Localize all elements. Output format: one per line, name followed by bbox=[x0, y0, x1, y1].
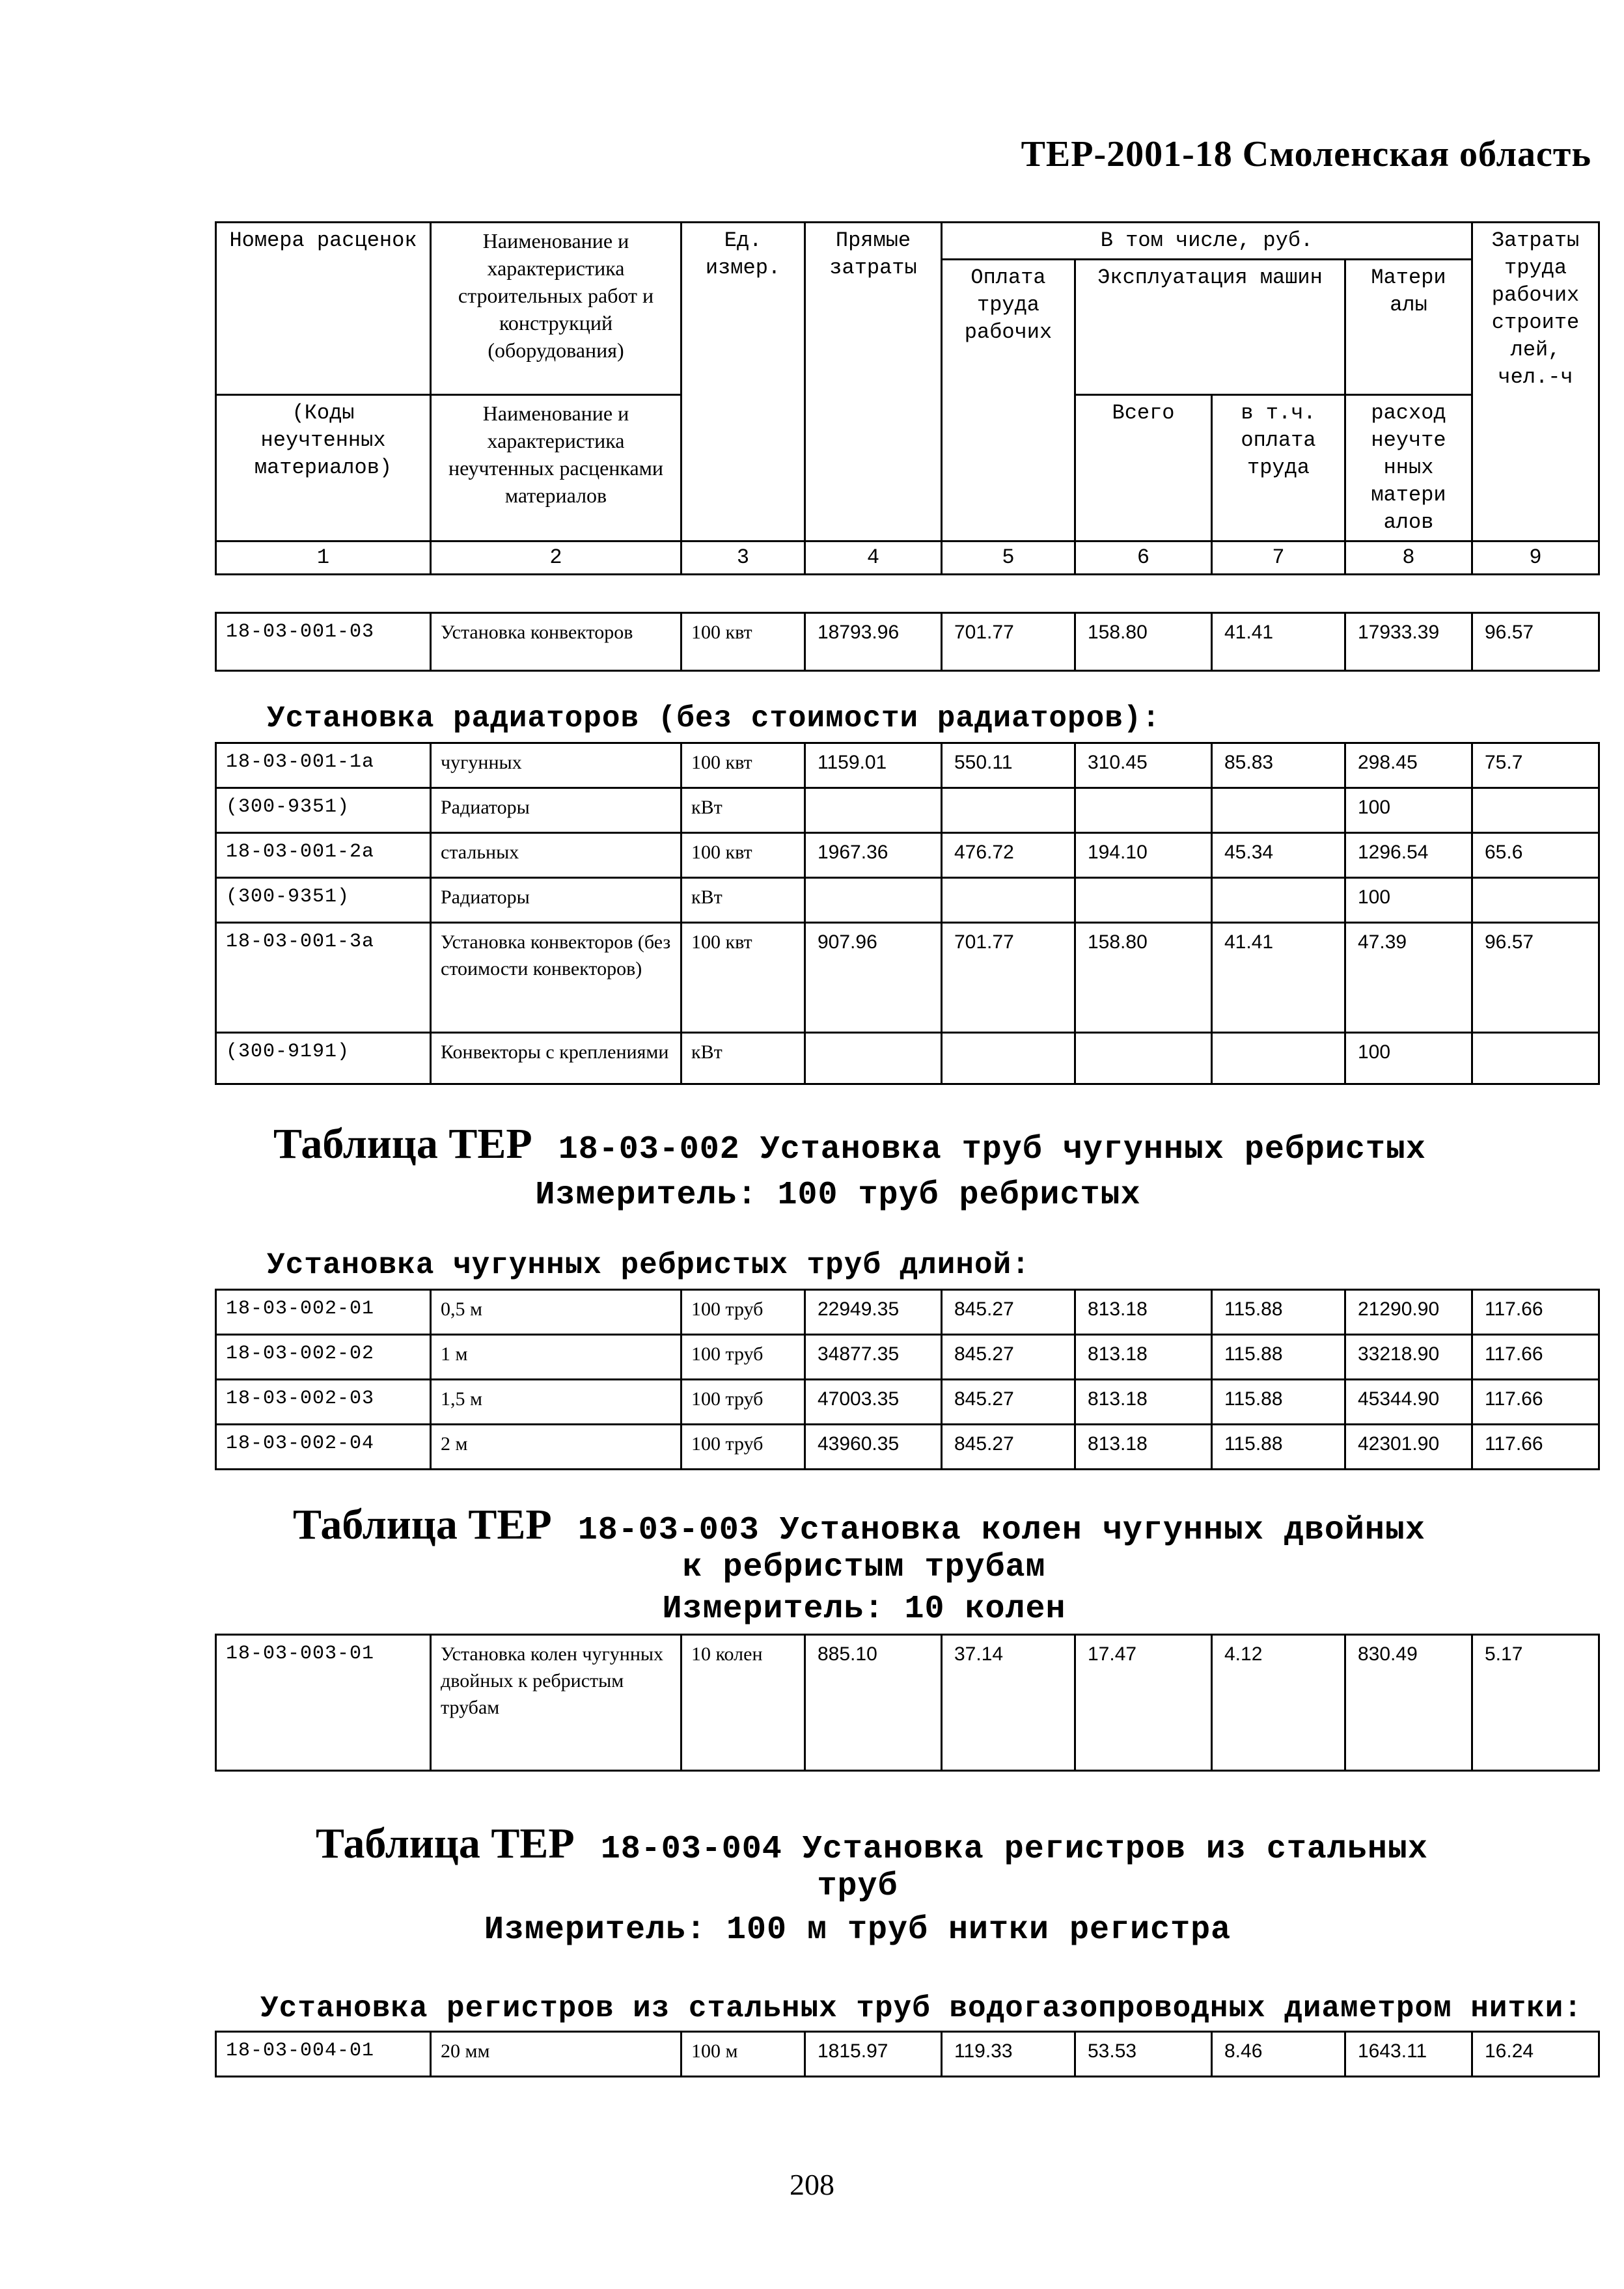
table-row bbox=[216, 743, 1599, 788]
materials-cell: 100 bbox=[1345, 878, 1472, 923]
unit-cell: 100 труб bbox=[681, 1425, 805, 1470]
table-002-title bbox=[273, 1119, 1426, 1169]
name-cell: 1,5 м bbox=[431, 1380, 681, 1425]
header-material-names: Наименование и характеристика неучтенных расценками материалов bbox=[431, 395, 681, 541]
labor-pay-cell: 845.27 bbox=[942, 1380, 1075, 1425]
materials-cell: 17933.39 bbox=[1345, 613, 1472, 671]
name-cell: 0,5 м bbox=[431, 1290, 681, 1335]
name-cell: Радиаторы bbox=[431, 788, 681, 833]
machines-labor-cell: 45.34 bbox=[1212, 833, 1345, 878]
direct-cost-cell: 34877.35 bbox=[805, 1335, 942, 1380]
table-004-lead: Таблица ТЕР bbox=[316, 1820, 575, 1867]
unit-cell: 100 квт bbox=[681, 923, 805, 1033]
labor-hours-cell bbox=[1472, 788, 1599, 833]
document-title: ТЕР-2001-18 Смоленская область bbox=[1021, 134, 1591, 174]
machines-labor-cell: 41.41 bbox=[1212, 613, 1345, 671]
table-004-title bbox=[316, 1819, 1428, 1869]
rate-code-cell: 18-03-001-2а bbox=[216, 833, 431, 878]
materials-cell: 33218.90 bbox=[1345, 1335, 1472, 1380]
table-003-name: 18-03-003 Установка колен чугунных двойных bbox=[577, 1512, 1425, 1549]
column-number: 3 bbox=[681, 541, 805, 575]
column-number: 4 bbox=[805, 541, 942, 575]
unit-cell: 100 труб bbox=[681, 1290, 805, 1335]
direct-cost-cell bbox=[805, 1033, 942, 1084]
labor-pay-cell bbox=[942, 878, 1075, 923]
machines-total-cell: 813.18 bbox=[1075, 1380, 1212, 1425]
header-machines-total: Всего bbox=[1075, 395, 1212, 541]
column-number: 5 bbox=[942, 541, 1075, 575]
direct-cost-cell: 22949.35 bbox=[805, 1290, 942, 1335]
unit-cell: 100 м bbox=[681, 2032, 805, 2077]
rate-code-cell: 18-03-001-03 bbox=[216, 613, 431, 671]
machines-labor-cell: 8.46 bbox=[1212, 2032, 1345, 2077]
direct-cost-cell: 907.96 bbox=[805, 923, 942, 1033]
table-row bbox=[216, 1425, 1599, 1470]
unit-cell: 100 квт bbox=[681, 833, 805, 878]
table-row bbox=[216, 1290, 1599, 1335]
column-number: 7 bbox=[1212, 541, 1345, 575]
machines-labor-cell bbox=[1212, 788, 1345, 833]
labor-pay-cell: 119.33 bbox=[942, 2032, 1075, 2077]
labor-hours-cell: 117.66 bbox=[1472, 1290, 1599, 1335]
rate-code-cell: 18-03-004-01 bbox=[216, 2032, 431, 2077]
unit-cell: 10 колен bbox=[681, 1635, 805, 1771]
unit-cell: кВт bbox=[681, 878, 805, 923]
unit-cell: кВт bbox=[681, 1033, 805, 1084]
labor-pay-cell: 476.72 bbox=[942, 833, 1075, 878]
machines-total-cell: 194.10 bbox=[1075, 833, 1212, 878]
header-material-codes: (Коды неучтенных материалов) bbox=[216, 395, 431, 541]
name-cell: стальных bbox=[431, 833, 681, 878]
direct-cost-cell bbox=[805, 788, 942, 833]
labor-pay-cell: 845.27 bbox=[942, 1290, 1075, 1335]
name-cell: чугунных bbox=[431, 743, 681, 788]
radiators-heading: Установка радиаторов (без стоимости радиаторов): bbox=[267, 702, 1161, 735]
name-cell: Конвекторы с креплениями bbox=[431, 1033, 681, 1084]
table-003-measure: Измеритель: 10 колен bbox=[662, 1591, 1066, 1628]
header-machines-labor: в т.ч. оплата труда bbox=[1212, 395, 1345, 541]
convectors-table bbox=[215, 612, 1600, 672]
unit-cell: кВт bbox=[681, 788, 805, 833]
table-004-title-line2: труб bbox=[817, 1868, 898, 1905]
machines-labor-cell: 115.88 bbox=[1212, 1380, 1345, 1425]
materials-cell: 830.49 bbox=[1345, 1635, 1472, 1771]
header-unaccounted-materials: расход неучте нных матери алов bbox=[1345, 395, 1472, 541]
header-work-name: Наименование и характеристика строительных работ и конструкций (оборудования) bbox=[431, 223, 681, 395]
machines-total-cell: 813.18 bbox=[1075, 1290, 1212, 1335]
machines-total-cell bbox=[1075, 1033, 1212, 1084]
labor-hours-cell: 96.57 bbox=[1472, 923, 1599, 1033]
labor-pay-cell: 37.14 bbox=[942, 1635, 1075, 1771]
table-002-subtitle: Установка чугунных ребристых труб длиной: bbox=[267, 1248, 1030, 1282]
machines-total-cell: 813.18 bbox=[1075, 1335, 1212, 1380]
materials-cell: 1296.54 bbox=[1345, 833, 1472, 878]
materials-cell: 100 bbox=[1345, 788, 1472, 833]
table-row bbox=[216, 923, 1599, 1033]
unit-cell: 100 квт bbox=[681, 743, 805, 788]
header-materials: Матери алы bbox=[1345, 260, 1472, 395]
header-rate-number: Номера расценок bbox=[216, 223, 431, 395]
machines-total-cell bbox=[1075, 878, 1212, 923]
name-cell: 1 м bbox=[431, 1335, 681, 1380]
unit-cell: 100 труб bbox=[681, 1335, 805, 1380]
table-002 bbox=[215, 1289, 1600, 1470]
machines-total-cell: 158.80 bbox=[1075, 923, 1212, 1033]
direct-cost-cell: 885.10 bbox=[805, 1635, 942, 1771]
header-including: В том числе, руб. bbox=[942, 223, 1472, 260]
unit-cell: 100 труб bbox=[681, 1380, 805, 1425]
direct-cost-cell: 1159.01 bbox=[805, 743, 942, 788]
rate-code-cell: 18-03-002-03 bbox=[216, 1380, 431, 1425]
name-cell: 2 м bbox=[431, 1425, 681, 1470]
radiators-table bbox=[215, 742, 1600, 1085]
labor-pay-cell: 701.77 bbox=[942, 923, 1075, 1033]
machines-total-cell bbox=[1075, 788, 1212, 833]
direct-cost-cell: 1815.97 bbox=[805, 2032, 942, 2077]
machines-labor-cell bbox=[1212, 878, 1345, 923]
labor-hours-cell: 117.66 bbox=[1472, 1335, 1599, 1380]
name-cell: Установка конвекторов bbox=[431, 613, 681, 671]
labor-hours-cell: 65.6 bbox=[1472, 833, 1599, 878]
rate-code-cell: (300-9351) bbox=[216, 878, 431, 923]
machines-total-cell: 158.80 bbox=[1075, 613, 1212, 671]
materials-cell: 298.45 bbox=[1345, 743, 1472, 788]
machines-labor-cell: 41.41 bbox=[1212, 923, 1345, 1033]
labor-hours-cell: 96.57 bbox=[1472, 613, 1599, 671]
column-number: 9 bbox=[1472, 541, 1599, 575]
column-number: 8 bbox=[1345, 541, 1472, 575]
column-number: 6 bbox=[1075, 541, 1212, 575]
table-004-measure: Измеритель: 100 м труб нитки регистра bbox=[484, 1912, 1232, 1949]
direct-cost-cell: 43960.35 bbox=[805, 1425, 942, 1470]
header-unit: Ед. измер. bbox=[681, 223, 805, 541]
rate-code-cell: 18-03-002-02 bbox=[216, 1335, 431, 1380]
table-003-lead: Таблица ТЕР bbox=[293, 1501, 552, 1548]
labor-hours-cell bbox=[1472, 1033, 1599, 1084]
page-number: 208 bbox=[790, 2168, 834, 2201]
rate-code-cell: (300-9191) bbox=[216, 1033, 431, 1084]
name-cell: Установка конвекторов (без стоимости конвекторов) bbox=[431, 923, 681, 1033]
labor-hours-cell bbox=[1472, 878, 1599, 923]
machines-labor-cell: 115.88 bbox=[1212, 1425, 1345, 1470]
labor-pay-cell bbox=[942, 788, 1075, 833]
materials-cell: 45344.90 bbox=[1345, 1380, 1472, 1425]
table-003-title-line2: к ребристым трубам bbox=[682, 1549, 1046, 1586]
materials-cell: 42301.90 bbox=[1345, 1425, 1472, 1470]
materials-cell: 47.39 bbox=[1345, 923, 1472, 1033]
table-004 bbox=[215, 2031, 1600, 2077]
table-row bbox=[216, 788, 1599, 833]
labor-pay-cell bbox=[942, 1033, 1075, 1084]
labor-hours-cell: 117.66 bbox=[1472, 1380, 1599, 1425]
machines-total-cell: 17.47 bbox=[1075, 1635, 1212, 1771]
machines-labor-cell: 4.12 bbox=[1212, 1635, 1345, 1771]
labor-pay-cell: 550.11 bbox=[942, 743, 1075, 788]
table-004-subtitle: Установка регистров из стальных труб водогазопроводных диаметром нитки: bbox=[260, 1992, 1582, 2025]
table-row bbox=[216, 833, 1599, 878]
header-direct-costs: Прямые затраты bbox=[805, 223, 942, 541]
machines-total-cell: 53.53 bbox=[1075, 2032, 1212, 2077]
table-002-name: 18-03-002 Установка труб чугунных ребристых bbox=[558, 1131, 1426, 1168]
column-number: 1 bbox=[216, 541, 431, 575]
materials-cell: 21290.90 bbox=[1345, 1290, 1472, 1335]
table-003-title bbox=[293, 1500, 1425, 1550]
table-row bbox=[216, 613, 1599, 671]
direct-cost-cell bbox=[805, 878, 942, 923]
direct-cost-cell: 47003.35 bbox=[805, 1380, 942, 1425]
header-machines: Эксплуатация машин bbox=[1075, 260, 1345, 395]
rate-code-cell: 18-03-001-3а bbox=[216, 923, 431, 1033]
labor-hours-cell: 117.66 bbox=[1472, 1425, 1599, 1470]
labor-hours-cell: 5.17 bbox=[1472, 1635, 1599, 1771]
header-labor-hours: Затраты труда рабочих строите лей, чел.-ч bbox=[1472, 223, 1599, 541]
machines-labor-cell: 115.88 bbox=[1212, 1335, 1345, 1380]
machines-total-cell: 813.18 bbox=[1075, 1425, 1212, 1470]
rate-code-cell: 18-03-002-04 bbox=[216, 1425, 431, 1470]
table-row bbox=[216, 1635, 1599, 1771]
name-cell: 20 мм bbox=[431, 2032, 681, 2077]
table-row bbox=[216, 2032, 1599, 2077]
column-number: 2 bbox=[431, 541, 681, 575]
rate-code-cell: 18-03-002-01 bbox=[216, 1290, 431, 1335]
labor-pay-cell: 845.27 bbox=[942, 1335, 1075, 1380]
materials-cell: 100 bbox=[1345, 1033, 1472, 1084]
table-004-name: 18-03-004 Установка регистров из стальных bbox=[600, 1831, 1428, 1868]
name-cell: Радиаторы bbox=[431, 878, 681, 923]
machines-labor-cell bbox=[1212, 1033, 1345, 1084]
materials-cell: 1643.11 bbox=[1345, 2032, 1472, 2077]
table-row bbox=[216, 1335, 1599, 1380]
machines-total-cell: 310.45 bbox=[1075, 743, 1212, 788]
direct-cost-cell: 1967.36 bbox=[805, 833, 942, 878]
labor-hours-cell: 16.24 bbox=[1472, 2032, 1599, 2077]
table-row bbox=[216, 1380, 1599, 1425]
table-002-measure: Измеритель: 100 труб ребристых bbox=[535, 1177, 1141, 1214]
labor-hours-cell: 75.7 bbox=[1472, 743, 1599, 788]
name-cell: Установка колен чугунных двойных к ребристым трубам bbox=[431, 1635, 681, 1771]
direct-cost-cell: 18793.96 bbox=[805, 613, 942, 671]
table-002-lead: Таблица ТЕР bbox=[273, 1120, 532, 1168]
header-labor-pay: Оплата труда рабочих bbox=[942, 260, 1075, 541]
table-row bbox=[216, 1033, 1599, 1084]
header-table bbox=[215, 221, 1600, 575]
machines-labor-cell: 115.88 bbox=[1212, 1290, 1345, 1335]
table-003 bbox=[215, 1634, 1600, 1772]
rate-code-cell: 18-03-003-01 bbox=[216, 1635, 431, 1771]
rate-code-cell: (300-9351) bbox=[216, 788, 431, 833]
unit-cell: 100 квт bbox=[681, 613, 805, 671]
labor-pay-cell: 701.77 bbox=[942, 613, 1075, 671]
machines-labor-cell: 85.83 bbox=[1212, 743, 1345, 788]
rate-code-cell: 18-03-001-1а bbox=[216, 743, 431, 788]
labor-pay-cell: 845.27 bbox=[942, 1425, 1075, 1470]
table-row bbox=[216, 878, 1599, 923]
